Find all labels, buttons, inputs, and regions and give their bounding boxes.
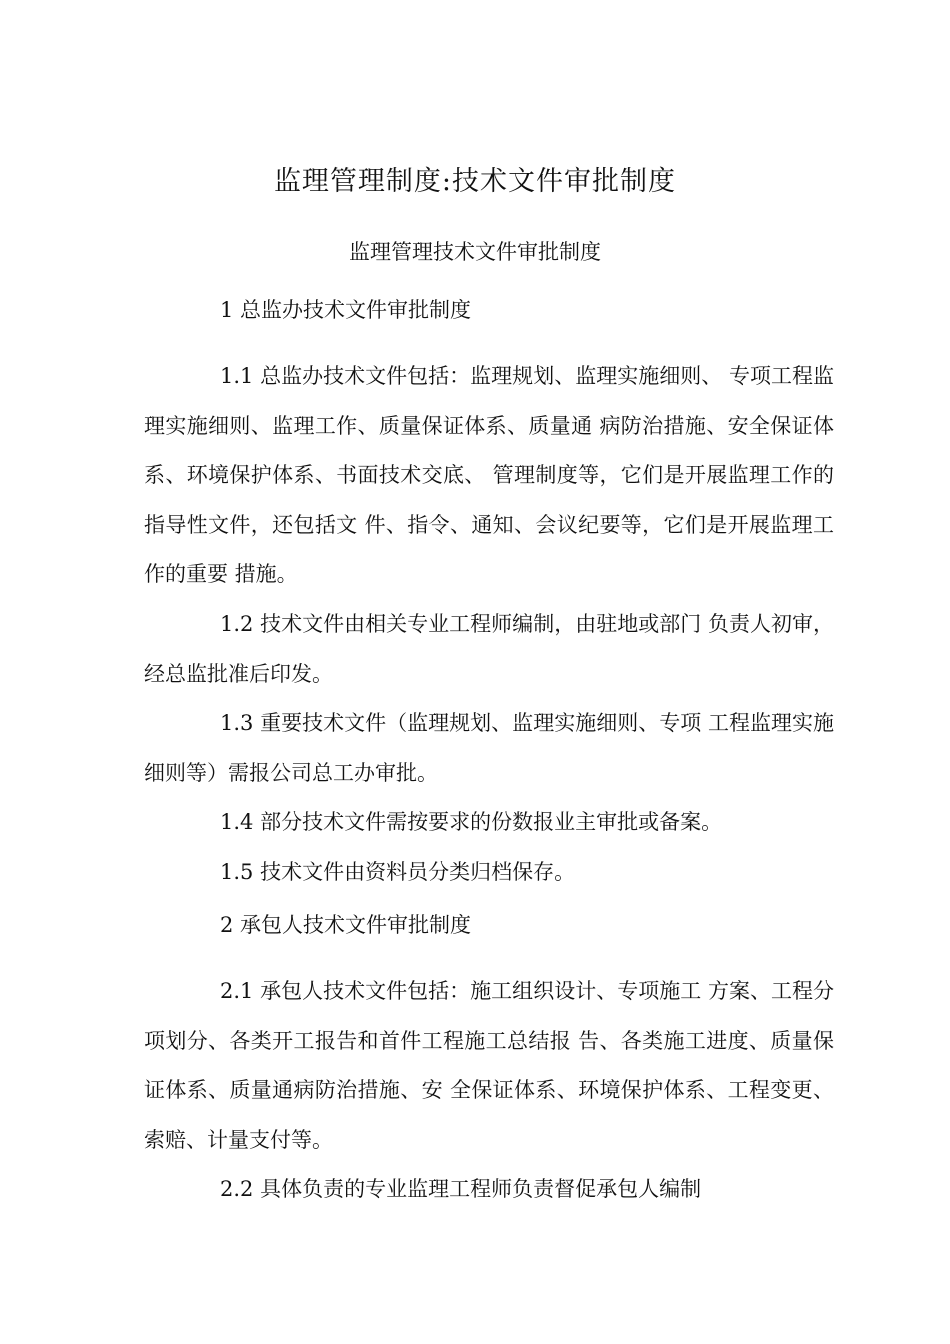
paragraph-2-1: 2.1 承包人技术文件包括：施工组织设计、专项施工 方案、工程分项划分、各类开工报告和首件工程施工总结报 告、各类施工进度、质量保证体系、质量通病防治措施、安 全保证体系、环境保护体系、工程变更、索赔、计量支付等。 [144, 979, 834, 1152]
paragraph-1-2: 1.2 技术文件由相关专业工程师编制，由驻地或部门 负责人初审，经总监批准后印发。 [144, 612, 834, 686]
section-2-heading: 2 承包人技术文件审批制度 [220, 913, 472, 937]
paragraph-2-2: 2.2 具体负责的专业监理工程师负责督促承包人编制 [220, 1177, 702, 1201]
document-subtitle: 监理管理技术文件审批制度 [349, 240, 601, 264]
paragraph-1-4: 1.4 部分技术文件需按要求的份数报业主审批或备案。 [220, 810, 723, 834]
paragraph-1-5: 1.5 技术文件由资料员分类归档保存。 [220, 860, 576, 884]
document-title: 监理管理制度:技术文件审批制度 [273, 166, 677, 197]
paragraph-1-3: 1.3 重要技术文件（监理规划、监理实施细则、专项 工程监理实施细则等）需报公司总工办审批。 [144, 711, 834, 785]
paragraph-1-1: 1.1 总监办技术文件包括：监理规划、监理实施细则、 专项工程监理实施细则、监理工作、质量保证体系、质量通 病防治措施、安全保证体系、环境保护体系、书面技术交底、 管理制度等，它们是开展监理工作的指导性文件，还包括文 件、指令、通知、会议纪要等，它们是开展监理工作的重要 措施。 [144, 364, 834, 586]
section-1-heading: 1 总监办技术文件审批制度 [220, 298, 472, 322]
